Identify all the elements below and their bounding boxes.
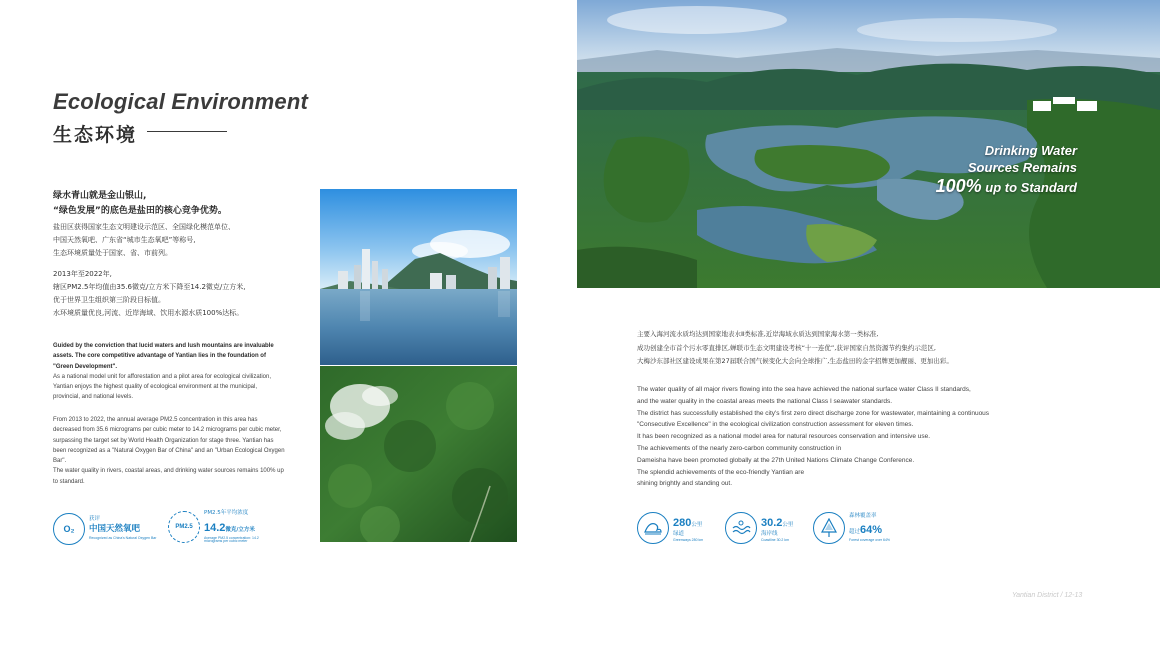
stat-oxygen-bar: O₂ 获评 中国天然氧吧 Recognized as China's Natural Oxygen Bar: [53, 513, 156, 545]
forest-mist-photo: [320, 366, 517, 542]
cn-lead-text: 绿水青山就是金山银山, “绿色发展”的底色是盐田的核心竞争优势。: [53, 191, 227, 216]
city-waterfront-photo: [320, 189, 517, 365]
lake-headline: Drinking Water Sources Remains: [967, 143, 1077, 175]
forest-tree-icon: [813, 512, 845, 544]
right-cn-paragraph: 主要入海河流水质均达到国家地表水Ⅱ类标准,近岸海域水质达到国家海水第一类标准, 成功创建全市首个污水零直排区,蝉联市生态文明建设考核“十一连优”,获评国家自然资源节约集约示范区, 大梅沙东部社区建设成果在第27届联合国气候变化大会向全球推广,生态盐田的金字招牌更加靓丽、更加出彩。: [637, 330, 953, 365]
page-title-cn: 生态环境: [53, 124, 138, 146]
brand-mark-icon: [1033, 97, 1097, 111]
en-paragraph-1: Guided by the conviction that lucid waters and lush mountains are invaluable assets. The core competitive advantage of Yantian lies in the foundation of "Green Development". As a national model unit for afforestation and a pilot area for ecological civilization, Yantian enjoys the highest quality of ecological environment at the municipal, provincial, and national levels.: [53, 343, 274, 401]
stat-forest-coverage: 森林覆盖率 超过64% Forest coverage over 64%: [813, 512, 890, 544]
pm25-icon: PM2.5: [168, 511, 200, 543]
title-divider: [147, 131, 227, 132]
stat-greenways: 280公里 绿道 Greenways 280 km: [637, 512, 703, 544]
lake-headline-percent: 100% up to Standard: [935, 176, 1077, 196]
page-title-en: Ecological Environment: [53, 89, 309, 114]
cn-paragraph-1: 盐田区获得国家生态文明建设示范区、全国绿化模范单位、 中国天然氧吧、广东省“城市生态氧吧”等称号, 生态环境质量处于国家、省、市前列。: [53, 223, 235, 257]
coastline-icon: [725, 512, 757, 544]
page-footer: Yantian District / 12-13: [1012, 592, 1083, 599]
stat-coastline: 30.2公里 海岸线 Coastline 30.2 km: [725, 512, 793, 544]
stat-pm25: PM2.5 PM2.5年平均浓度 14.2微克/立方米 Average PM2.5 concentration: 14.2 micrograms per cubic meter: [168, 511, 266, 544]
right-en-paragraph: The water quality of all major rivers flowing into the sea have achieved the national surface water Class II standards, and the water quality in the coastal areas meets the national Class I seawater standards. The district has successfully established the city's first zero direct discharge zone for wastewater, maintaining a continuous "Consecutive Excellence" in the ecological civilization construction assessment for eleven times. It has been recognized as a national model area for natural resources conservation and intensive use. The achievements of the nearly zero-carbon community construction in Dameisha have been promoted globally at the 27th United Nations Climate Change Conference. The splendid achievements of the eco-friendly Yantian are shining brightly and standing out.: [637, 386, 990, 488]
o2-icon: O₂: [53, 513, 85, 545]
ocean-wave-icon: [637, 512, 669, 544]
cn-paragraph-2: 2013年至2022年, 辖区PM2.5年均值由35.6微克/立方米下降至14.2微克/立方米, 优于世界卫生组织第三阶段目标值。 水环境质量优良,河流、近岸海域、饮用水源水质100%达标。: [53, 270, 246, 317]
en-paragraph-2: From 2013 to 2022, the annual average PM2.5 concentration in this area has decreased from 35.6 micrograms per cubic meter to 14.2 micrograms per cubic meter, surpassing the target set by World Health Organization for stage three. Yantian has been recognized as a "Natural Oxygen Bar of China" and an "Urban Ecological Oxygen Bar". The water quality in rivers, coastal areas, and drinking water sources remains 100% up to standard.: [53, 417, 285, 485]
